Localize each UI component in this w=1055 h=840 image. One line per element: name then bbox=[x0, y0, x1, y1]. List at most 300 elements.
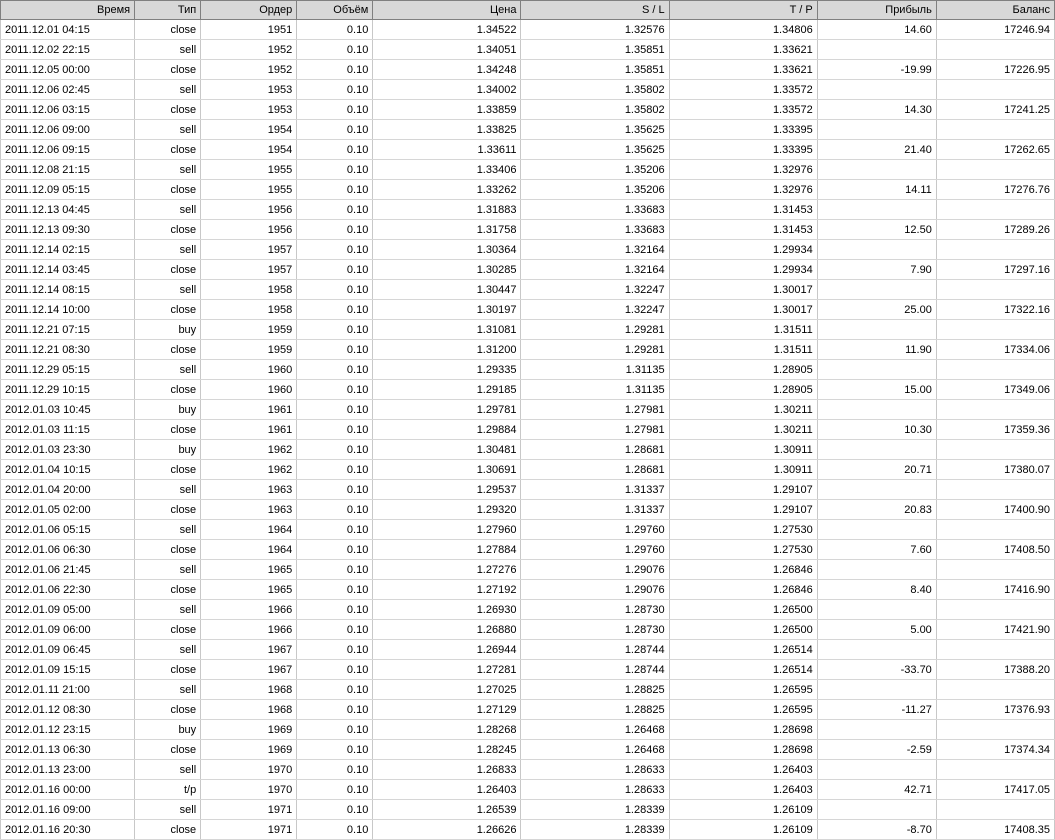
table-row[interactable] bbox=[1, 420, 1055, 440]
table-row[interactable] bbox=[1, 360, 1055, 380]
table-row[interactable] bbox=[1, 520, 1055, 540]
cell-volume: 0.10 bbox=[297, 500, 373, 520]
column-header-price[interactable]: Цена bbox=[373, 1, 521, 20]
table-row[interactable] bbox=[1, 180, 1055, 200]
table-row[interactable] bbox=[1, 760, 1055, 780]
cell-time: 2011.12.14 03:45 bbox=[1, 260, 135, 280]
cell-type: close bbox=[135, 580, 201, 600]
cell-balance: 17297.16 bbox=[936, 260, 1054, 280]
cell-sl: 1.35625 bbox=[521, 120, 669, 140]
table-row[interactable] bbox=[1, 400, 1055, 420]
cell-price: 1.29320 bbox=[373, 500, 521, 520]
cell-profit: -33.70 bbox=[817, 660, 936, 680]
cell-volume: 0.10 bbox=[297, 560, 373, 580]
cell-type: t/p bbox=[135, 780, 201, 800]
cell-sl: 1.28825 bbox=[521, 680, 669, 700]
cell-order: 1952 bbox=[201, 40, 297, 60]
table-row[interactable] bbox=[1, 820, 1055, 840]
cell-order: 1966 bbox=[201, 620, 297, 640]
cell-balance: 17388.20 bbox=[936, 660, 1054, 680]
cell-order: 1954 bbox=[201, 140, 297, 160]
cell-tp: 1.30017 bbox=[669, 300, 817, 320]
cell-tp: 1.31511 bbox=[669, 340, 817, 360]
table-row[interactable] bbox=[1, 200, 1055, 220]
cell-price: 1.31883 bbox=[373, 200, 521, 220]
cell-tp: 1.28905 bbox=[669, 360, 817, 380]
cell-sl: 1.27981 bbox=[521, 420, 669, 440]
cell-volume: 0.10 bbox=[297, 80, 373, 100]
cell-tp: 1.26514 bbox=[669, 660, 817, 680]
cell-volume: 0.10 bbox=[297, 340, 373, 360]
cell-sl: 1.28633 bbox=[521, 780, 669, 800]
cell-profit bbox=[817, 560, 936, 580]
cell-profit: -2.59 bbox=[817, 740, 936, 760]
cell-balance bbox=[936, 600, 1054, 620]
cell-price: 1.33859 bbox=[373, 100, 521, 120]
table-row[interactable] bbox=[1, 20, 1055, 40]
cell-profit: -8.70 bbox=[817, 820, 936, 840]
cell-profit bbox=[817, 520, 936, 540]
cell-time: 2012.01.06 22:30 bbox=[1, 580, 135, 600]
cell-profit bbox=[817, 40, 936, 60]
cell-volume: 0.10 bbox=[297, 660, 373, 680]
cell-order: 1958 bbox=[201, 300, 297, 320]
cell-order: 1958 bbox=[201, 280, 297, 300]
cell-sl: 1.32576 bbox=[521, 20, 669, 40]
cell-sl: 1.31337 bbox=[521, 480, 669, 500]
cell-tp: 1.32976 bbox=[669, 180, 817, 200]
cell-order: 1965 bbox=[201, 560, 297, 580]
cell-tp: 1.26846 bbox=[669, 580, 817, 600]
table-row[interactable] bbox=[1, 380, 1055, 400]
cell-volume: 0.10 bbox=[297, 200, 373, 220]
cell-volume: 0.10 bbox=[297, 320, 373, 340]
cell-balance bbox=[936, 720, 1054, 740]
cell-type: buy bbox=[135, 320, 201, 340]
cell-sl: 1.32247 bbox=[521, 300, 669, 320]
cell-order: 1953 bbox=[201, 100, 297, 120]
table-row[interactable] bbox=[1, 800, 1055, 820]
table-row[interactable] bbox=[1, 500, 1055, 520]
table-row[interactable] bbox=[1, 300, 1055, 320]
cell-profit bbox=[817, 280, 936, 300]
cell-tp: 1.27530 bbox=[669, 520, 817, 540]
cell-type: close bbox=[135, 20, 201, 40]
cell-balance bbox=[936, 240, 1054, 260]
cell-volume: 0.10 bbox=[297, 640, 373, 660]
cell-price: 1.30197 bbox=[373, 300, 521, 320]
cell-balance: 17417.05 bbox=[936, 780, 1054, 800]
cell-balance bbox=[936, 480, 1054, 500]
cell-tp: 1.27530 bbox=[669, 540, 817, 560]
cell-volume: 0.10 bbox=[297, 360, 373, 380]
cell-balance: 17416.90 bbox=[936, 580, 1054, 600]
cell-price: 1.29537 bbox=[373, 480, 521, 500]
table-row[interactable] bbox=[1, 100, 1055, 120]
cell-balance bbox=[936, 360, 1054, 380]
cell-balance: 17241.25 bbox=[936, 100, 1054, 120]
cell-order: 1953 bbox=[201, 80, 297, 100]
table-row[interactable] bbox=[1, 320, 1055, 340]
table-row[interactable] bbox=[1, 160, 1055, 180]
table-row[interactable] bbox=[1, 600, 1055, 620]
cell-sl: 1.31135 bbox=[521, 360, 669, 380]
cell-order: 1968 bbox=[201, 700, 297, 720]
cell-type: close bbox=[135, 340, 201, 360]
cell-time: 2012.01.13 06:30 bbox=[1, 740, 135, 760]
cell-sl: 1.29281 bbox=[521, 320, 669, 340]
table-row[interactable] bbox=[1, 440, 1055, 460]
cell-profit: 14.60 bbox=[817, 20, 936, 40]
cell-volume: 0.10 bbox=[297, 20, 373, 40]
table-row[interactable] bbox=[1, 140, 1055, 160]
cell-type: close bbox=[135, 420, 201, 440]
cell-time: 2011.12.02 22:15 bbox=[1, 40, 135, 60]
cell-price: 1.33825 bbox=[373, 120, 521, 140]
cell-type: sell bbox=[135, 600, 201, 620]
cell-volume: 0.10 bbox=[297, 140, 373, 160]
column-header-time[interactable]: Время bbox=[1, 1, 135, 20]
cell-profit bbox=[817, 760, 936, 780]
cell-balance bbox=[936, 440, 1054, 460]
cell-price: 1.29335 bbox=[373, 360, 521, 380]
cell-tp: 1.26595 bbox=[669, 700, 817, 720]
column-header-profit[interactable]: Прибыль bbox=[817, 1, 936, 20]
table-row[interactable] bbox=[1, 260, 1055, 280]
cell-time: 2012.01.03 11:15 bbox=[1, 420, 135, 440]
cell-order: 1956 bbox=[201, 220, 297, 240]
column-header-balance[interactable]: Баланс bbox=[936, 1, 1054, 20]
cell-volume: 0.10 bbox=[297, 760, 373, 780]
cell-time: 2011.12.06 02:45 bbox=[1, 80, 135, 100]
cell-tp: 1.31453 bbox=[669, 220, 817, 240]
cell-sl: 1.27981 bbox=[521, 400, 669, 420]
cell-tp: 1.26514 bbox=[669, 640, 817, 660]
cell-time: 2011.12.06 09:00 bbox=[1, 120, 135, 140]
table-row[interactable] bbox=[1, 640, 1055, 660]
cell-type: close bbox=[135, 820, 201, 840]
cell-profit bbox=[817, 240, 936, 260]
cell-volume: 0.10 bbox=[297, 540, 373, 560]
cell-price: 1.26880 bbox=[373, 620, 521, 640]
table-row[interactable] bbox=[1, 280, 1055, 300]
cell-order: 1959 bbox=[201, 340, 297, 360]
cell-time: 2011.12.06 03:15 bbox=[1, 100, 135, 120]
cell-time: 2012.01.16 20:30 bbox=[1, 820, 135, 840]
cell-tp: 1.33572 bbox=[669, 80, 817, 100]
column-header-type[interactable]: Тип bbox=[135, 1, 201, 20]
cell-tp: 1.33572 bbox=[669, 100, 817, 120]
cell-order: 1963 bbox=[201, 480, 297, 500]
cell-order: 1968 bbox=[201, 680, 297, 700]
cell-order: 1960 bbox=[201, 380, 297, 400]
cell-sl: 1.29076 bbox=[521, 560, 669, 580]
table-row[interactable] bbox=[1, 340, 1055, 360]
cell-volume: 0.10 bbox=[297, 220, 373, 240]
cell-balance: 17262.65 bbox=[936, 140, 1054, 160]
cell-volume: 0.10 bbox=[297, 160, 373, 180]
cell-time: 2011.12.21 08:30 bbox=[1, 340, 135, 360]
cell-type: close bbox=[135, 300, 201, 320]
cell-type: sell bbox=[135, 160, 201, 180]
cell-order: 1954 bbox=[201, 120, 297, 140]
column-header-volume[interactable]: Объём bbox=[297, 1, 373, 20]
cell-sl: 1.28681 bbox=[521, 440, 669, 460]
cell-balance bbox=[936, 40, 1054, 60]
cell-profit: -19.99 bbox=[817, 60, 936, 80]
cell-sl: 1.29760 bbox=[521, 540, 669, 560]
cell-volume: 0.10 bbox=[297, 520, 373, 540]
cell-time: 2011.12.29 10:15 bbox=[1, 380, 135, 400]
cell-price: 1.26930 bbox=[373, 600, 521, 620]
cell-sl: 1.28681 bbox=[521, 460, 669, 480]
cell-tp: 1.26595 bbox=[669, 680, 817, 700]
cell-time: 2011.12.09 05:15 bbox=[1, 180, 135, 200]
cell-sl: 1.28744 bbox=[521, 640, 669, 660]
cell-order: 1955 bbox=[201, 180, 297, 200]
cell-type: sell bbox=[135, 40, 201, 60]
cell-type: close bbox=[135, 380, 201, 400]
table-row[interactable] bbox=[1, 680, 1055, 700]
cell-time: 2012.01.09 06:45 bbox=[1, 640, 135, 660]
cell-volume: 0.10 bbox=[297, 780, 373, 800]
cell-order: 1959 bbox=[201, 320, 297, 340]
column-header-sl[interactable]: S / L bbox=[521, 1, 669, 20]
cell-sl: 1.26468 bbox=[521, 720, 669, 740]
table-row[interactable] bbox=[1, 80, 1055, 100]
cell-profit bbox=[817, 400, 936, 420]
cell-price: 1.26944 bbox=[373, 640, 521, 660]
table-row[interactable] bbox=[1, 740, 1055, 760]
cell-profit bbox=[817, 320, 936, 340]
cell-balance: 17322.16 bbox=[936, 300, 1054, 320]
cell-price: 1.27276 bbox=[373, 560, 521, 580]
cell-volume: 0.10 bbox=[297, 400, 373, 420]
cell-balance bbox=[936, 520, 1054, 540]
cell-tp: 1.30211 bbox=[669, 420, 817, 440]
table-row[interactable] bbox=[1, 60, 1055, 80]
cell-price: 1.31200 bbox=[373, 340, 521, 360]
cell-balance bbox=[936, 280, 1054, 300]
cell-price: 1.33262 bbox=[373, 180, 521, 200]
cell-time: 2012.01.04 20:00 bbox=[1, 480, 135, 500]
cell-order: 1951 bbox=[201, 20, 297, 40]
table-row[interactable] bbox=[1, 540, 1055, 560]
cell-balance bbox=[936, 640, 1054, 660]
cell-type: sell bbox=[135, 280, 201, 300]
cell-profit: 11.90 bbox=[817, 340, 936, 360]
cell-tp: 1.33395 bbox=[669, 140, 817, 160]
cell-tp: 1.29934 bbox=[669, 240, 817, 260]
cell-tp: 1.26109 bbox=[669, 800, 817, 820]
cell-volume: 0.10 bbox=[297, 700, 373, 720]
cell-tp: 1.30911 bbox=[669, 460, 817, 480]
cell-order: 1962 bbox=[201, 440, 297, 460]
cell-tp: 1.30911 bbox=[669, 440, 817, 460]
cell-balance bbox=[936, 680, 1054, 700]
cell-profit bbox=[817, 200, 936, 220]
cell-type: close bbox=[135, 500, 201, 520]
cell-price: 1.27192 bbox=[373, 580, 521, 600]
cell-volume: 0.10 bbox=[297, 720, 373, 740]
cell-price: 1.31081 bbox=[373, 320, 521, 340]
cell-order: 1963 bbox=[201, 500, 297, 520]
cell-sl: 1.35851 bbox=[521, 60, 669, 80]
cell-time: 2012.01.05 02:00 bbox=[1, 500, 135, 520]
cell-time: 2012.01.16 00:00 bbox=[1, 780, 135, 800]
cell-profit bbox=[817, 600, 936, 620]
cell-profit: 21.40 bbox=[817, 140, 936, 160]
cell-time: 2011.12.21 07:15 bbox=[1, 320, 135, 340]
table-row[interactable] bbox=[1, 220, 1055, 240]
column-header-order[interactable]: Ордер bbox=[201, 1, 297, 20]
cell-price: 1.30285 bbox=[373, 260, 521, 280]
cell-price: 1.34002 bbox=[373, 80, 521, 100]
table-row[interactable] bbox=[1, 560, 1055, 580]
cell-balance: 17226.95 bbox=[936, 60, 1054, 80]
cell-type: sell bbox=[135, 120, 201, 140]
cell-order: 1970 bbox=[201, 760, 297, 780]
cell-sl: 1.35625 bbox=[521, 140, 669, 160]
cell-sl: 1.28339 bbox=[521, 800, 669, 820]
cell-tp: 1.29107 bbox=[669, 480, 817, 500]
cell-time: 2012.01.09 05:00 bbox=[1, 600, 135, 620]
cell-volume: 0.10 bbox=[297, 580, 373, 600]
cell-order: 1969 bbox=[201, 740, 297, 760]
cell-type: sell bbox=[135, 640, 201, 660]
cell-price: 1.26403 bbox=[373, 780, 521, 800]
cell-balance bbox=[936, 400, 1054, 420]
cell-order: 1957 bbox=[201, 240, 297, 260]
cell-profit: 8.40 bbox=[817, 580, 936, 600]
cell-order: 1960 bbox=[201, 360, 297, 380]
cell-sl: 1.35802 bbox=[521, 80, 669, 100]
table-body bbox=[1, 20, 1055, 840]
cell-volume: 0.10 bbox=[297, 680, 373, 700]
table-row[interactable] bbox=[1, 660, 1055, 680]
cell-sl: 1.26468 bbox=[521, 740, 669, 760]
cell-sl: 1.33683 bbox=[521, 200, 669, 220]
cell-time: 2011.12.13 04:45 bbox=[1, 200, 135, 220]
table-row[interactable] bbox=[1, 120, 1055, 140]
cell-balance: 17289.26 bbox=[936, 220, 1054, 240]
cell-tp: 1.26403 bbox=[669, 780, 817, 800]
cell-volume: 0.10 bbox=[297, 40, 373, 60]
cell-volume: 0.10 bbox=[297, 820, 373, 840]
cell-type: sell bbox=[135, 200, 201, 220]
cell-price: 1.34051 bbox=[373, 40, 521, 60]
cell-balance: 17334.06 bbox=[936, 340, 1054, 360]
table-row[interactable] bbox=[1, 720, 1055, 740]
table-row[interactable] bbox=[1, 700, 1055, 720]
cell-balance: 17380.07 bbox=[936, 460, 1054, 480]
cell-price: 1.28245 bbox=[373, 740, 521, 760]
cell-type: sell bbox=[135, 520, 201, 540]
cell-sl: 1.29281 bbox=[521, 340, 669, 360]
table-row[interactable] bbox=[1, 480, 1055, 500]
cell-time: 2011.12.08 21:15 bbox=[1, 160, 135, 180]
cell-time: 2011.12.05 00:00 bbox=[1, 60, 135, 80]
cell-type: sell bbox=[135, 360, 201, 380]
cell-tp: 1.26500 bbox=[669, 600, 817, 620]
cell-profit: -11.27 bbox=[817, 700, 936, 720]
cell-tp: 1.31453 bbox=[669, 200, 817, 220]
cell-tp: 1.29934 bbox=[669, 260, 817, 280]
cell-type: close bbox=[135, 60, 201, 80]
cell-time: 2012.01.11 21:00 bbox=[1, 680, 135, 700]
table-header-row bbox=[1, 1, 1055, 20]
table-row[interactable] bbox=[1, 780, 1055, 800]
cell-volume: 0.10 bbox=[297, 800, 373, 820]
table-row[interactable] bbox=[1, 40, 1055, 60]
cell-profit: 20.71 bbox=[817, 460, 936, 480]
cell-profit: 25.00 bbox=[817, 300, 936, 320]
cell-type: sell bbox=[135, 480, 201, 500]
cell-profit bbox=[817, 80, 936, 100]
cell-balance: 17400.90 bbox=[936, 500, 1054, 520]
table-row[interactable] bbox=[1, 580, 1055, 600]
cell-volume: 0.10 bbox=[297, 600, 373, 620]
cell-tp: 1.28905 bbox=[669, 380, 817, 400]
cell-sl: 1.35206 bbox=[521, 160, 669, 180]
column-header-tp[interactable]: T / P bbox=[669, 1, 817, 20]
cell-order: 1961 bbox=[201, 420, 297, 440]
cell-time: 2012.01.16 09:00 bbox=[1, 800, 135, 820]
cell-time: 2012.01.06 05:15 bbox=[1, 520, 135, 540]
cell-tp: 1.26500 bbox=[669, 620, 817, 640]
cell-type: close bbox=[135, 700, 201, 720]
cell-profit: 14.11 bbox=[817, 180, 936, 200]
cell-tp: 1.26109 bbox=[669, 820, 817, 840]
cell-order: 1967 bbox=[201, 660, 297, 680]
cell-sl: 1.35206 bbox=[521, 180, 669, 200]
cell-sl: 1.28339 bbox=[521, 820, 669, 840]
cell-sl: 1.35802 bbox=[521, 100, 669, 120]
cell-price: 1.33611 bbox=[373, 140, 521, 160]
cell-volume: 0.10 bbox=[297, 420, 373, 440]
cell-balance bbox=[936, 200, 1054, 220]
cell-order: 1961 bbox=[201, 400, 297, 420]
cell-type: close bbox=[135, 180, 201, 200]
cell-tp: 1.32976 bbox=[669, 160, 817, 180]
cell-tp: 1.33395 bbox=[669, 120, 817, 140]
cell-price: 1.27025 bbox=[373, 680, 521, 700]
cell-balance bbox=[936, 560, 1054, 580]
cell-tp: 1.33621 bbox=[669, 40, 817, 60]
cell-price: 1.30691 bbox=[373, 460, 521, 480]
cell-balance: 17421.90 bbox=[936, 620, 1054, 640]
cell-order: 1957 bbox=[201, 260, 297, 280]
cell-order: 1956 bbox=[201, 200, 297, 220]
cell-profit bbox=[817, 120, 936, 140]
cell-order: 1970 bbox=[201, 780, 297, 800]
cell-type: close bbox=[135, 260, 201, 280]
cell-sl: 1.28730 bbox=[521, 600, 669, 620]
cell-volume: 0.10 bbox=[297, 460, 373, 480]
table-row[interactable] bbox=[1, 460, 1055, 480]
cell-profit: 7.90 bbox=[817, 260, 936, 280]
cell-profit bbox=[817, 440, 936, 460]
table-row[interactable] bbox=[1, 240, 1055, 260]
cell-balance bbox=[936, 800, 1054, 820]
cell-profit bbox=[817, 720, 936, 740]
cell-type: sell bbox=[135, 800, 201, 820]
cell-profit: 5.00 bbox=[817, 620, 936, 640]
cell-sl: 1.28730 bbox=[521, 620, 669, 640]
cell-volume: 0.10 bbox=[297, 100, 373, 120]
cell-balance: 17408.50 bbox=[936, 540, 1054, 560]
table-row[interactable] bbox=[1, 620, 1055, 640]
